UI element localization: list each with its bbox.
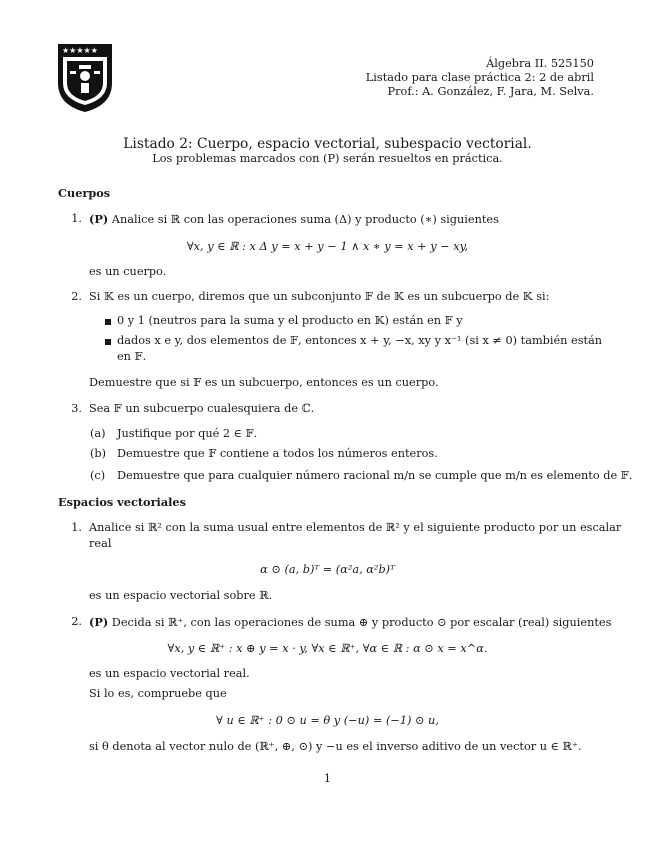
bullet-marker <box>105 319 111 325</box>
subitem-label: (a) <box>90 427 106 440</box>
subitem-label: (b) <box>90 447 107 460</box>
problem-number: 1. <box>71 521 82 534</box>
subfield-condition-2: dados x e y, dos elementos de 𝔽, entonces x + y, −x, xy y x⁻¹ (si x ≠ 0) también están <box>117 334 603 347</box>
problem-conclusion: Demuestre que si 𝔽 es un subcuerpo, entonces es un cuerpo. <box>89 376 439 389</box>
university-crest-logo <box>57 43 113 113</box>
problem-number: 3. <box>71 402 82 415</box>
subitem-a: Justifique por qué 2 ∈ 𝔽. <box>117 427 258 440</box>
formula-null-vector: ∀ u ∈ ℝ⁺ : 0 ⊙ u = θ y (−u) = (−1) ⊙ u, <box>216 714 439 727</box>
formula-operations-rplus: ∀x, y ∈ ℝ⁺ : x ⊕ y = x · y, ∀x ∈ ℝ⁺, ∀α ∈ ℝ : α ⊙ x = x^α. <box>167 642 488 655</box>
subfield-condition-1: 0 y 1 (neutros para la suma y el producto en 𝕂) están en 𝔽 y <box>117 314 463 327</box>
problem-number: 2. <box>71 290 82 303</box>
course-header <box>294 57 594 99</box>
section-heading-espacios: Espacios vectoriales <box>58 495 186 509</box>
page-number: 1 <box>323 772 332 785</box>
problem-3-statement: Sea 𝔽 un subcuerpo cualesquiera de ℂ. <box>89 402 315 415</box>
problem-instruction: Si lo es, compruebe que <box>89 687 227 700</box>
problem-text: Analice si ℝ con las operaciones suma (Δ) y producto (∗) siguientes <box>111 213 499 226</box>
professors: Prof.: A. González, F. Jara, M. Selva. <box>387 85 594 98</box>
problem-conclusion: es un cuerpo. <box>89 265 167 278</box>
ev-problem-2-statement <box>89 615 611 630</box>
document-title: Listado 2: Cuerpo, espacio vectorial, subespacio vectorial. <box>123 136 532 152</box>
problem-2-statement: Si 𝕂 es un cuerpo, diremos que un subconjunto 𝔽 de 𝕂 es un subcuerpo de 𝕂 si: <box>89 290 550 303</box>
subitem-b: Demuestre que 𝔽 contiene a todos los números enteros. <box>117 447 438 460</box>
problem-conclusion: es un espacio vectorial real. <box>89 667 250 680</box>
problem-number: 1. <box>71 212 82 225</box>
problem-1-statement <box>89 212 499 227</box>
subfield-condition-2-cont: en 𝔽. <box>117 350 147 363</box>
formula-scalar-product: α ⊙ (a, b)ᵀ = (α²a, α²b)ᵀ <box>260 563 395 576</box>
ev-problem-1-statement: Analice si ℝ² con la suma usual entre elementos de ℝ² y el siguiente producto por un escalar <box>89 521 622 534</box>
svg-text:★★★★★: ★★★★★ <box>62 46 98 55</box>
section-heading-cuerpos: Cuerpos <box>58 186 111 200</box>
problem-note: si θ denota al vector nulo de (ℝ⁺, ⊕, ⊙) y −u es el inverso aditivo de un vector u ∈ ℝ⁺. <box>89 740 582 753</box>
course-code: Álgebra II. 525150 <box>486 57 594 70</box>
ev-problem-1-statement-cont: real <box>89 537 112 550</box>
bullet-marker <box>105 339 111 345</box>
subitem-label: (c) <box>90 469 106 482</box>
problem-number: 2. <box>71 615 82 628</box>
practice-tag: (P) <box>89 615 109 629</box>
formula-operations: ∀x, y ∈ ℝ : x Δ y = x + y − 1 ∧ x ∗ y = x + y − xy, <box>186 240 469 253</box>
subitem-c: Demuestre que para cualquier número racional m/n se cumple que m/n es elemento de 𝔽. <box>117 469 633 482</box>
problem-conclusion: es un espacio vectorial sobre ℝ. <box>89 589 273 602</box>
listing-date: Listado para clase práctica 2: 2 de abril <box>365 71 594 84</box>
problem-text: Decida si ℝ⁺, con las operaciones de suma ⊕ y producto ⊙ por escalar (real) siguientes <box>111 616 612 629</box>
document-subtitle: Los problemas marcados con (P) serán resueltos en práctica. <box>152 152 503 165</box>
practice-tag: (P) <box>89 212 109 226</box>
